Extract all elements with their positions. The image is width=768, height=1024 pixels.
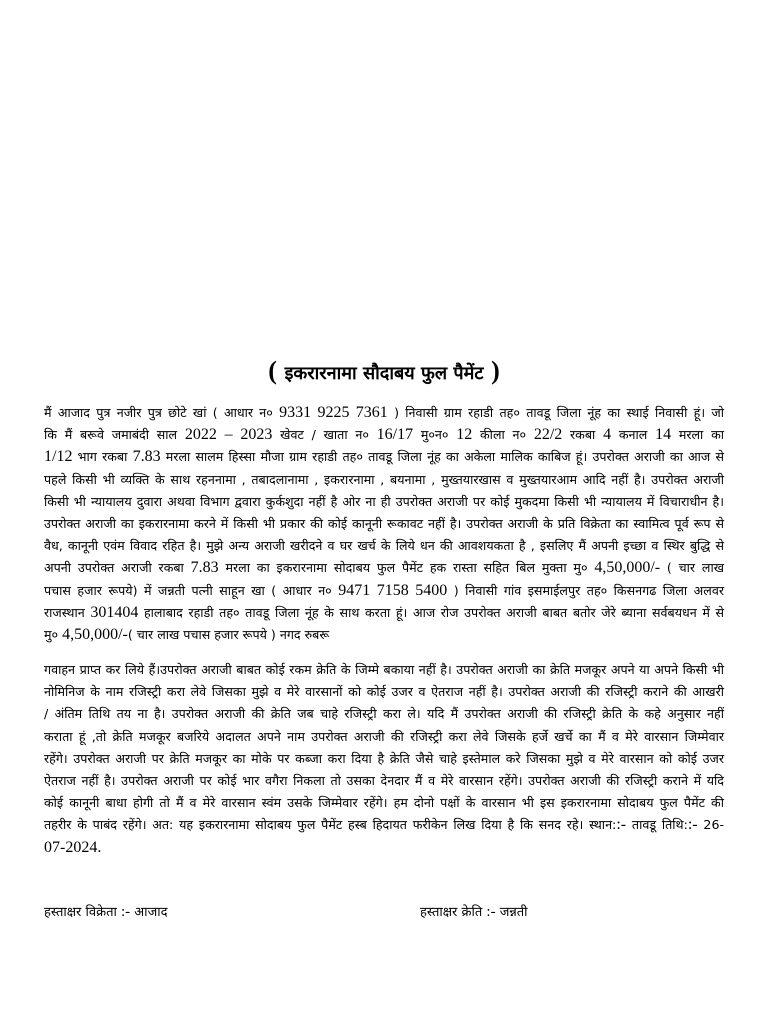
numeral-text: :- [616, 816, 627, 834]
line-text: मु०न० [413, 427, 457, 443]
text-line [44, 535, 724, 557]
line-text: मरला का इकरारनामा सोदाबय फुल पैमेंट हक रास्ता सहित बिल मुक्ता मु० [218, 560, 595, 576]
seller-signature-separator: :- [121, 904, 131, 920]
text-line [44, 446, 724, 468]
agreement-paragraph-1 [44, 402, 724, 646]
numeral-text: 07-2024. [44, 838, 102, 856]
text-line [44, 770, 724, 792]
text-line [44, 580, 724, 602]
text-line [44, 602, 724, 624]
line-text: ( चार लाख [660, 560, 725, 576]
line-text: ऐतराज नहीं है। उपरोक्त अराजी पर कोई भार वगैरा निकला तो उसका देनदार मैं व मेरे वारसान रहेंगे। उपरोक्त अराजी की रजिस्ट्री कराने में यदि [44, 773, 724, 789]
title-text: इकरारनामा सौदाबय फुल पैमेंट [284, 363, 484, 384]
text-line [44, 681, 724, 703]
text-line [44, 557, 724, 579]
line-text: मैं आजाद पुत्र नजीर पुत्र छोटे खां ( आधार न० [44, 405, 280, 420]
text-line [44, 792, 724, 814]
numeral-text: 4,50,000/- [594, 559, 661, 577]
line-text: ) निवासी ग्राम रहाडी तह० तावडू जिला नूंह का स्थाई निवासी हूं। जो [387, 405, 724, 420]
line-text: हालाबाद रहाडी तह० तावडू जिला नूंह के साथ करता हूं। आज रोज उपरोक्त अराजी बाबत बतोर जेरे ब्याना सर्वबयधन में से [138, 604, 724, 620]
line-text: तहरीर के पाबंद रहेंगे। अत: यह इकरारनामा सोदाबय फुल पैमेंट हस्ब हिदायत फरीकेन लिख दिया है कि सनद रहे। स्थान: [44, 817, 617, 833]
seller-signature [44, 902, 168, 921]
numeral-text: 9331 9225 7361 [279, 404, 388, 421]
text-line [44, 424, 724, 446]
numeral-text: 14 [655, 426, 672, 444]
line-text: गवाहन प्राप्त कर लिये हैं।उपरोक्त अराजी बाबत कोई रकम क्रेति के जिम्मे बकाया नहीं है। उपरोक्त अराजी का क्रेति मजकूर अपने या अपने किसी भी [44, 662, 724, 677]
numeral-text: 301404 [90, 603, 139, 621]
numeral-text: 1/12 [44, 448, 73, 466]
line-text: ) निवासी गांव इसमाईलपुर तह० किसनगढ जिला अलवर [447, 582, 724, 598]
line-text: तावडू तिथि: [626, 817, 688, 833]
line-text: अपनी उपरोक्त अराजी रकबा [44, 560, 191, 576]
numeral-text: 9471 7158 5400 [338, 581, 448, 599]
text-line [44, 837, 724, 859]
line-text: कराता हूं ,तो क्रेति मजकूर बजरिये अदालत अपने नाम उपरोक्त अराजी की रजिस्ट्री करा लेवे जिसके हर्जे खर्चे का मैं व मेरे वारसान जिम्मेवार [44, 728, 724, 744]
line-text: भाग रकबा [72, 449, 133, 465]
text-line [44, 491, 724, 513]
line-text: वैध, कानूनी एवंम विवाद रहित है। मुझे अन्य अराजी खरीदने व घर खर्च के लिये धन की आवशयकता है , इसलिए मैं अपनी इच्छा व स्थिर बुद्धि से [44, 538, 724, 554]
agreement-paragraph-2 [44, 659, 724, 859]
text-line [44, 513, 724, 535]
text-line [44, 703, 724, 725]
line-text: किसी भी न्यायालय दुवारा अथवा विभाग द्ववारा कुर्कशुदा नहीं है ओर ना ही उपरोक्त अराजी पर कोई मुकदमा किसी भी न्यायालय में विचाराधीन है। [44, 493, 724, 509]
line-text: ( चार लाख पचास हजार रूपये ) नगद रुबरू [127, 627, 330, 643]
numeral-text: 12 [456, 426, 473, 444]
line-text: खेवट / खाता न० [272, 427, 377, 443]
numeral-text: 4 [603, 426, 612, 444]
buyer-name: जन्नती [495, 905, 528, 920]
line-text: मरला सालम हिस्सा मौजा ग्राम रहाडी तह० तावडू जिला नूंह का अकेला मालिक काबिज हूं। उपरोक्त अराजी का आज से [160, 449, 724, 465]
line-text: रकबा [562, 427, 604, 443]
numeral-text: 4,50,000/- [62, 626, 128, 644]
text-line [44, 814, 724, 836]
numeral-text: 7.83 [132, 448, 161, 466]
line-text: कोई कानूनी बाधा होगी तो मैं व मेरे वारसान स्वंम उसके जिम्मेवार रहेंगे। हम दोनो पक्षों के वारसान भी इस इकरारनामा सोदाबय फुल पैमेंट की [44, 795, 724, 811]
text-line [44, 469, 724, 491]
text-line [44, 402, 724, 424]
seller-name: आजाद [130, 905, 168, 920]
line-text: नोमिनिज के नाम रजिस्ट्री करा लेवे जिसका मुझे व मेरे वारसानों को कोई उजर व ऐतराज नहीं है। उपरोक्त अराजी की रजिस्ट्री कराने की आखरी [44, 684, 724, 700]
buyer-signature-label: हस्ताक्षर क्रेति [420, 905, 487, 920]
buyer-signature [420, 902, 528, 921]
line-text: कि मैं बरूवे जमाबंदी साल [44, 427, 185, 443]
line-text: मु० [44, 627, 63, 643]
line-text: मरला का [671, 427, 725, 443]
numeral-text: 7.83 [190, 559, 219, 577]
line-text: पचास हजार रूपये) में जन्नती पत्नी साहून खा ( आधार न० [44, 582, 339, 598]
title-open-paren: ( [268, 356, 277, 385]
text-line [44, 726, 724, 748]
line-text: रहेंगे। उपरोक्त अराजी पर क्रेति मजकूर का मोके पर कब्जा करा दिया है क्रेति जैसे चाहे इस्तेमाल करे जिसका मुझे व मेरे वारसान को कोई उजर [44, 750, 724, 766]
line-text: पहले किसी भी व्यक्ति के साथ रहननामा , तबादलानामा , इकरारनामा , बयनामा , मुख्तयारखास व मुख्तयारआम आदि नहीं है। उपरोक्त अराजी [44, 471, 724, 487]
seller-signature-label: हस्ताक्षर विक्रेता [44, 905, 121, 920]
line-text: कनाल [611, 427, 656, 443]
numeral-text: 2022 – 2023 [184, 426, 273, 444]
text-line [44, 659, 724, 681]
numeral-text: 16/17 [376, 426, 414, 444]
text-line [44, 624, 724, 646]
text-line [44, 748, 724, 770]
line-text: 26- [697, 817, 725, 833]
title-close-paren: ) [491, 356, 500, 385]
line-text: राजस्थान [44, 604, 91, 620]
numeral-text: :- [687, 816, 698, 834]
line-text: उपरोक्त अराजी का इकरारनामा करने में किसी भी प्रकार की कोई कानूनी रूकावट नहीं है। उपरोक्त अराजी के प्रति विक्रेता का स्वामित्व पूर्व रूप से [44, 516, 724, 532]
document-title [0, 356, 768, 386]
numeral-text: 22/2 [533, 426, 563, 444]
buyer-signature-separator: :- [486, 904, 496, 920]
line-text: कीला न० [472, 427, 534, 443]
line-text: / अंतिम तिथि तय ना है। उपरोक्त अराजी की क्रेति जब चाहे रजिस्ट्री करा ले। यदि मैं उपरोक्त अराजी की रजिस्ट्री क्रेति के कहे अनुसार नहीं [44, 706, 724, 722]
